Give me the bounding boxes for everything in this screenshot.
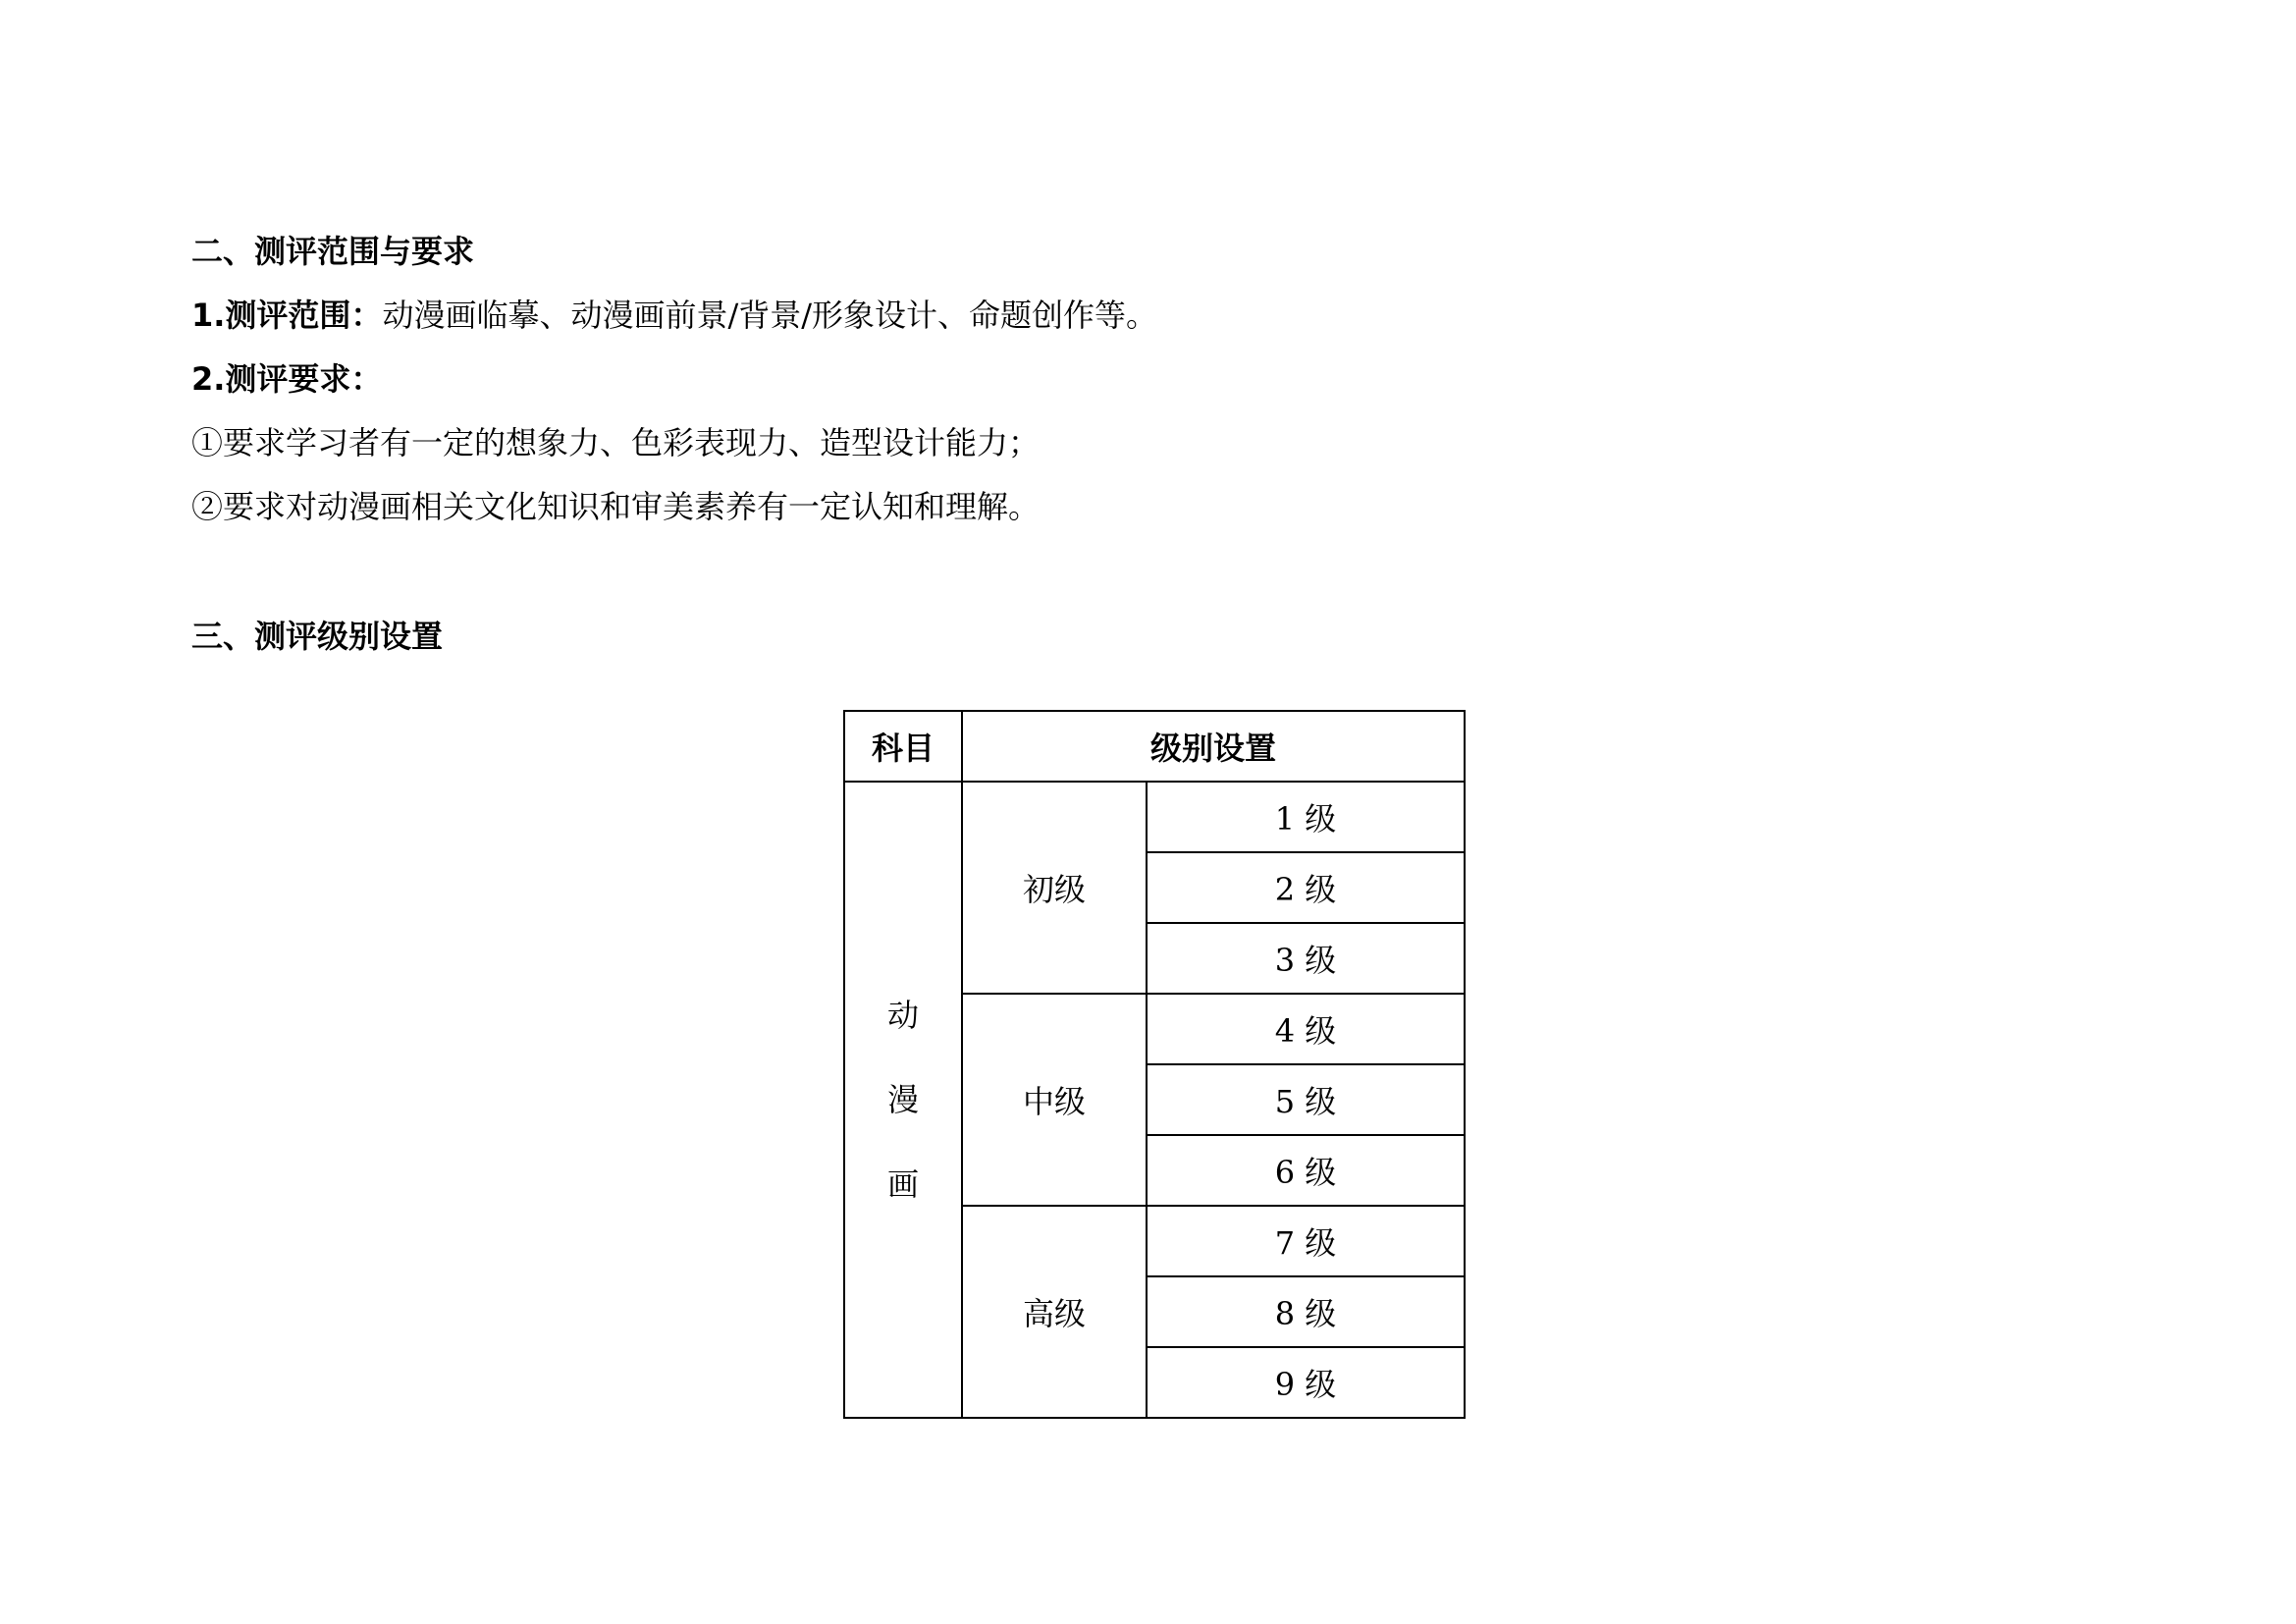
level-cell: 7 级 <box>1147 1206 1465 1276</box>
scope-label: 1.测评范围： <box>191 297 383 334</box>
section2-heading: 二、测评范围与要求 <box>191 233 475 270</box>
tier-cell-beginner: 初级 <box>962 782 1147 994</box>
scope-line <box>191 296 1157 335</box>
level-cell: 8 级 <box>1147 1276 1465 1347</box>
level-cell: 1 级 <box>1147 782 1465 852</box>
subject-char: 漫 <box>886 1081 919 1118</box>
subject-char: 动 <box>886 997 919 1034</box>
header-subject: 科目 <box>844 711 962 782</box>
scope-text: 动漫画临摹、动漫画前景/背景/形象设计、命题创作等。 <box>382 297 1158 334</box>
level-cell: 2 级 <box>1147 852 1465 923</box>
requirement-item-1: ①要求学习者有一定的想象力、色彩表现力、造型设计能力； <box>191 424 1041 461</box>
level-cell: 3 级 <box>1147 923 1465 994</box>
subject-char: 画 <box>886 1165 919 1203</box>
level-cell: 9 级 <box>1147 1347 1465 1418</box>
level-cell: 5 级 <box>1147 1064 1465 1135</box>
table-header-row <box>844 711 1465 782</box>
section3-heading: 三、测评级别设置 <box>191 618 444 655</box>
level-cell: 6 级 <box>1147 1135 1465 1206</box>
table-row <box>844 782 1465 852</box>
header-level-settings: 级别设置 <box>962 711 1465 782</box>
level-settings-table <box>843 710 1466 1419</box>
level-cell: 4 级 <box>1147 994 1465 1064</box>
tier-cell-advanced: 高级 <box>962 1206 1147 1418</box>
requirements-label: 2.测评要求： <box>191 360 383 398</box>
subject-cell <box>844 782 962 1418</box>
tier-cell-intermediate: 中级 <box>962 994 1147 1206</box>
requirement-item-2: ②要求对动漫画相关文化知识和审美素养有一定认知和理解。 <box>191 488 1041 525</box>
